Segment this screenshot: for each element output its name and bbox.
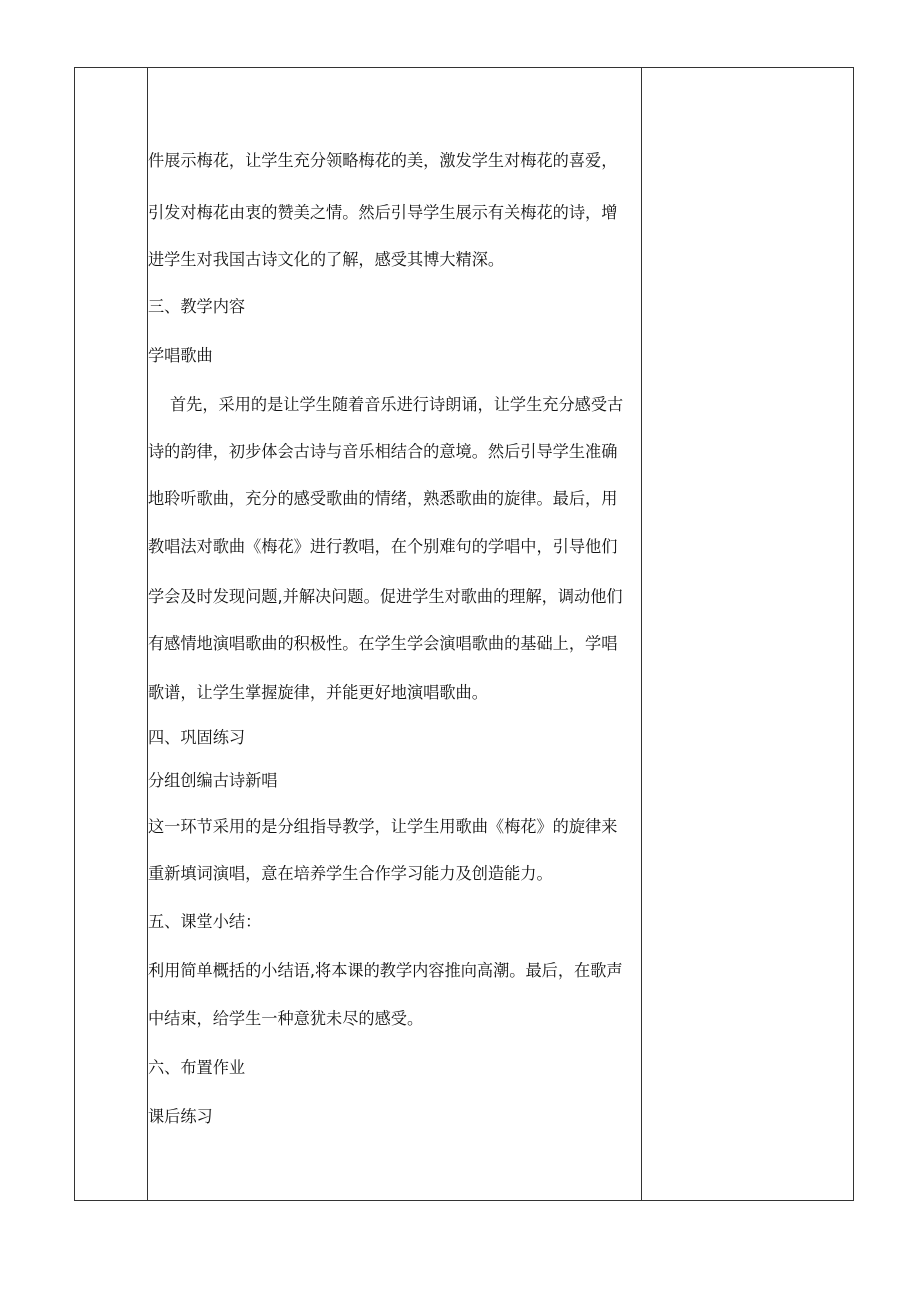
section-heading-teaching-content: 三、教学内容 xyxy=(148,297,246,316)
paragraph-line: 首先，采用的是让学生随着音乐进行诗朗诵，让学生充分感受古 xyxy=(170,395,624,414)
paragraph-line: 教唱法对歌曲《梅花》进行教唱，在个别难句的学唱中，引导他们 xyxy=(148,537,618,556)
paragraph-line: 中结束，给学生一种意犹未尽的感受。 xyxy=(148,1009,424,1028)
paragraph-line: 诗的韵律，初步体会古诗与音乐相结合的意境。然后引导学生准确 xyxy=(148,442,618,461)
paragraph-line: 重新填词演唱，意在培养学生合作学习能力及创造能力。 xyxy=(148,864,553,883)
right-column-divider xyxy=(641,68,642,1200)
paragraph-line: 有感情地演唱歌曲的积极性。在学生学会演唱歌曲的基础上，学唱 xyxy=(148,634,618,653)
section-heading-summary: 五、课堂小结： xyxy=(148,912,262,931)
paragraph-line: 地聆听歌曲，充分的感受歌曲的情绪，熟悉歌曲的旋律。最后，用 xyxy=(148,489,618,508)
paragraph-line: 歌谱，让学生掌握旋律，并能更好地演唱歌曲。 xyxy=(148,683,488,702)
paragraph-line: 进学生对我国古诗文化的了解，感受其博大精深。 xyxy=(148,250,505,269)
lesson-content-cell xyxy=(148,68,641,1200)
subheading-group-creation: 分组创编古诗新唱 xyxy=(148,771,278,790)
paragraph-line: 件展示梅花，让学生充分领略梅花的美，激发学生对梅花的喜爱， xyxy=(148,151,618,170)
paragraph-line: 这一环节采用的是分组指导教学，让学生用歌曲《梅花》的旋律来 xyxy=(148,817,618,836)
paragraph-line: 利用简单概括的小结语,将本课的教学内容推向高潮。最后，在歌声 xyxy=(148,961,623,980)
section-heading-practice: 四、巩固练习 xyxy=(148,728,246,747)
section-heading-homework: 六、布置作业 xyxy=(148,1058,246,1077)
lesson-plan-table xyxy=(74,67,854,1201)
subheading-learn-song: 学唱歌曲 xyxy=(148,346,213,365)
homework-item: 课后练习 xyxy=(148,1107,213,1126)
paragraph-line: 引发对梅花由衷的赞美之情。然后引导学生展示有关梅花的诗，增 xyxy=(148,203,618,222)
paragraph-line: 学会及时发现问题,并解决问题。促进学生对歌曲的理解，调动他们 xyxy=(148,587,623,606)
